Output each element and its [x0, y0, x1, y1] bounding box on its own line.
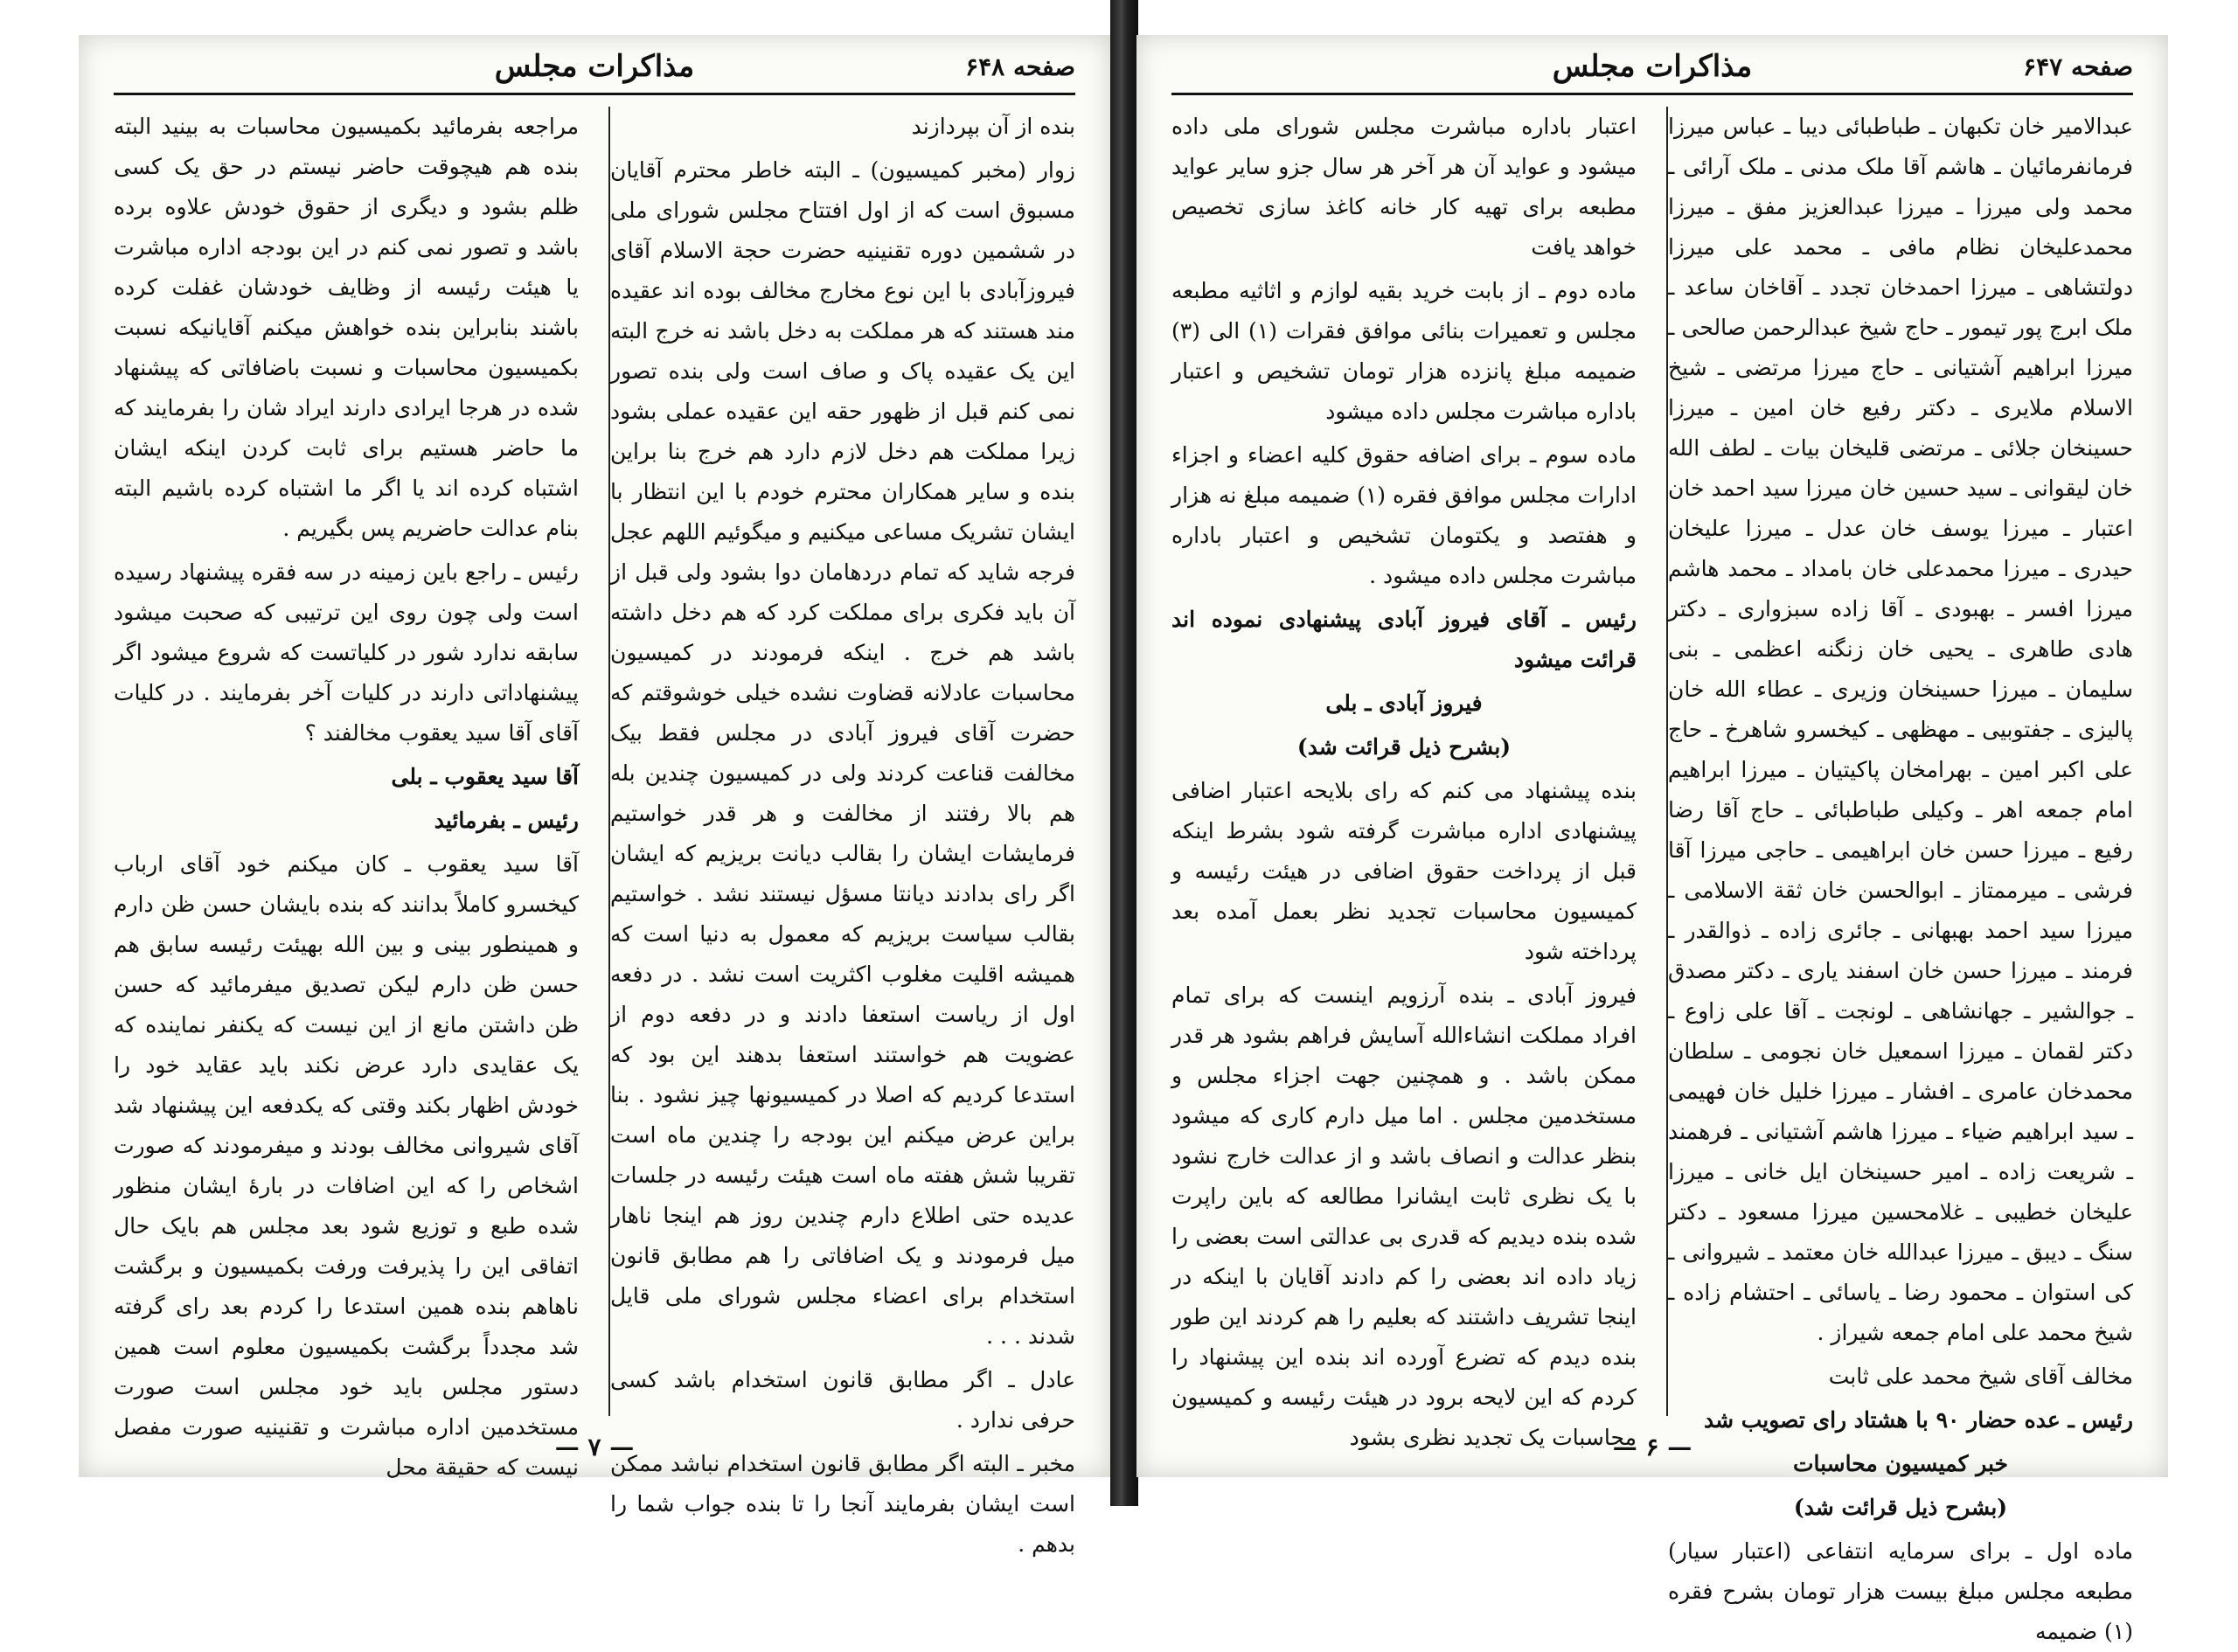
paragraph: مراجعه بفرمائید بکمیسیون محاسبات به بینید البته بنده هم هیچوقت حاضر نیستم در حق یک کسی ظلم بشود و دیگری از حقوق خودش علاوه برده باشد و تصور نمی کنم در این بودجه اداره مباشرت یا هیئت رئیسه از وظایف خودشان غفلت کرده باشند بنابراین بنده خواهش میکنم آقایانیکه نسبت بکمیسیون محاسبات و نسبت باضافاتی که پیشنهاد شده در هرجا ایرادی دارند ایراد شان را بفرمایند که ما حاضر هستیم برای ثابت کردن اینکه ایشان اشتباه کرده اند یا اگر ما اشتباه کرده باشیم البته بنام عدالت حاضریم پس بگیریم .: [114, 114, 579, 541]
right-page-left-column: [1171, 107, 1637, 1450]
paragraph: اعتبار باداره مباشرت مجلس شورای ملی داده میشود و عواید آن هر آخر هر سال جزو سایر عواید مطبعه برای تهیه کار خانه کاغذ سازی تخصیص خواهد یافت: [1171, 114, 1637, 260]
paragraph: رئیس ـ راجع باین زمینه در سه فقره پیشنهاد رسیده است ولی چون روی این ترتیبی که صحبت میشود سابقه ندارد شور در کلیاتست که شروع میشود اگر پیشنهاداتی دارند در کلیات آخر بفرمایند . در کلیات آقای آقا سید یعقوب مخالفند ؟: [114, 559, 579, 746]
left-page-columns: [114, 107, 1075, 1557]
left-page-number: صفحه ۶۴۸: [965, 52, 1075, 81]
paragraph: ماده سوم ـ برای اضافه حقوق کلیه اعضاء و اجزاء ادارات مجلس موافق فقره (۱) ضمیمه مبلغ نه هزار و هفتصد و یکتومان تشخیص و اعتبار باداره مباشرت مجلس داده میشود .: [1171, 442, 1637, 588]
right-page-right-column: [1666, 107, 2133, 1644]
paragraph: فیروز آبادی ـ بنده آرزویم اینست که برای تمام افراد مملکت انشاءالله آسایش فراهم بشود هر قدر ممکن باشد . و همچنین جهت اجزاء مجلس و مستخدمین مجلس . اما میل دارم کاری که میشود بنظر عدالت و انصاف باشد و از عدالت خارج نشود با یک نظری ثابت ایشانرا مطالعه که باین راپرت شده بنده دیدیم که قدری بی عدالتی است بعضی را زیاد داده اند بعضی را کم دادند آقایان با اینکه در اینجا تشریف داشتند که بعلیم را هم کردند این طور بنده دیدم که تضرع آورده اند بنده این پیشنهاد را کردم که این لایحه برود در هیئت رئیسه و کمیسیون محاسبات یک تجدید نظری بشود: [1171, 982, 1637, 1450]
right-page-title: مذاکرات مجلس: [1552, 49, 1753, 84]
paragraph: مخبر ـ البته اگر مطابق قانون استخدام نباشد ممکن است ایشان بفرمایند آنجا را تا بنده جواب شما را بدهم .: [610, 1451, 1075, 1557]
right-page: [1136, 35, 2168, 1644]
left-page-header: [114, 44, 1075, 95]
right-page-columns: [1171, 107, 2133, 1644]
right-page-footer: — ۶ —: [1612, 1433, 1692, 1461]
right-page-number: صفحه ۶۴۷: [2023, 52, 2133, 81]
left-page-footer: — ۷ —: [554, 1433, 635, 1461]
paragraph: رئیس ـ آقای فیروز آبادی پیشنهادی نموده اند قرائت میشود: [1171, 607, 1637, 672]
paragraph: مخالف آقای شیخ محمد علی ثابت: [1828, 1364, 2133, 1389]
paragraph: بنده از آن بپردازند: [911, 114, 1075, 139]
book-gutter: [1110, 0, 1138, 1506]
left-page-right-column: [608, 107, 1075, 1557]
paragraph: عادل ـ اگر مطابق قانون استخدام باشد کسی حرفی ندارد .: [610, 1367, 1075, 1433]
paragraph: فیروز آبادی ـ بلی: [1325, 691, 1483, 716]
paragraph: ماده اول ـ برای سرمایه انتفاعی (اعتبار سیار) مطبعه مجلس مبلغ بیست هزار تومان بشرح فقره (۱) ضمیمه: [1668, 1538, 2133, 1644]
left-page: [79, 35, 1110, 1557]
left-page-left-column: [114, 107, 579, 1480]
right-page-header: [1171, 44, 2133, 95]
paragraph: عبدالامیر خان تکبهان ـ طباطبائی دیبا ـ عباس میرزا فرمانفرمائیان ـ هاشم آقا ملک مدنی ـ ملک آرائی ـ محمد ولی میرزا ـ میرزا عبدالعزیز مفق ـ میرزا محمدعلیخان نظام مافی ـ محمد علی میرزا دولتشاهی ـ میرزا احمدخان تجدد ـ آقاخان ساعد ـ ملک ابرج پور تیمور ـ حاج شیخ عبدالرحمن صالحی ـ میرزا ابراهیم آشتیانی ـ حاج میرزا مرتضی ـ شیخ الاسلام ملایری ـ دکتر رفیع خان امین ـ میرزا حسینخان جلائی ـ مرتضی قلیخان بیات ـ لطف الله خان لیقوانی ـ سید حسین خان میرزا سید احمد خان اعتبار ـ میرزا یوسف خان عدل ـ میرزا علیخان حیدری ـ میرزا محمدعلی خان بامداد ـ محمد هاشم میرزا افسر ـ بهبودی ـ آقا زاده سبزواری ـ دکتر هادی طاهری ـ یحیی خان زنگنه اعظمی ـ بنی سلیمان ـ میرزا حسینخان وزیری ـ عطاء الله خان پالیزی ـ جفتوبیی ـ مهظهی ـ کیخسرو شاهرخ ـ حاج علی اکبر امین ـ بهرامخان پاکیتیان ـ میرزا ابراهیم امام جمعه اهر ـ وکیلی طباطبائی ـ حاج آقا رضا رفیع ـ میرزا حسن خان ابراهیمی ـ حاجی میرزا آقا فرشی ـ میرممتاز ـ ابوالحسن خان ثقة الاسلامی ـ میرزا سید احمد بهبهانی ـ جائری زاده ـ ذوالقدر ـ فرمند ـ میرزا حسن خان اسفند یاری ـ دکتر مصدق ـ جوالشیر ـ جهانشاهی ـ لونجت ـ آقا علی زاوع ـ دکتر لقمان ـ میرزا اسمعیل خان نجومی ـ سلطان محمدخان عامری ـ افشار ـ میرزا خلیل خان فهیمی ـ سید ابراهیم ضیاء ـ میرزا هاشم آشتیانی ـ فرهمند ـ شریعت زاده ـ امیر حسینخان ایل خانی ـ میرزا علیخان خطیبی ـ غلامحسین میرزا مسعود ـ دکتر سنگ ـ دیبق ـ میرزا عبدالله خان معتمد ـ شیروانی ـ کی استوان ـ محمود رضا ـ یاسائی ـ احتشام زاده ـ شیخ محمد علی امام جمعه شیراز .: [1668, 114, 2133, 1345]
section-heading: خبر کمیسیون محاسبات: [1792, 1451, 2008, 1476]
paragraph: ماده دوم ـ از بابت خرید بقیه لوازم و اثاثیه مطبعه مجلس و تعمیرات بنائی موافق فقرات (۱) الی (۳) ضمیمه مبلغ پانزده هزار تومان تشخیص و اعتبار باداره مباشرت مجلس داده میشود: [1171, 278, 1637, 424]
paragraph: (بشرح ذیل قرائت شد): [1793, 1495, 2008, 1520]
paragraph: (بشرح ذیل قرائت شد): [1296, 734, 1512, 760]
paragraph: آقا سید یعقوب ـ کان میکنم خود آقای ارباب کیخسرو کاملاً بدانند که بنده بایشان حسن ظن دارم و همینطور بینی و بین الله بهیئت رئیسه سابق هم حسن ظن دارم لیکن تصدیق میفرمائید که حسن ظن داشتن مانع از این نیست که یکنفر نماینده که یک عقایدی دارد عرض نکند باید عقاید خود را خودش اظهار بکند وقتی که یکدفعه این پیشنهاد شد آقای شیروانی مخالف بودند و میفرمودند که صورت اشخاص را که این اضافات در بارهٔ ایشان منظور شده طبع و توزیع شود بعد مجلس هم بایک حال اتفاقی این را پذیرفت ورفت بکمیسیون و برگشت ناهاهم بنده همین استدعا را کردم بعد رای گرفته شد مجدداً برگشت بکمیسیون معلوم است همین دستور مجلس باید خود مجلس است صورت مستخدمین اداره مباشرت و تقنینیه صورت مفصل نیست که حقیقة محل: [114, 851, 579, 1480]
paragraph: آقا سید یعقوب ـ بلی: [391, 764, 579, 789]
paragraph: بنده پیشنهاد می کنم که رای بلایحه اعتبار اضافی پیشنهادی اداره مباشرت گرفته شود بشرط اینکه قبل از پرداخت حقوق اضافی در هیئت رئیسه و کمیسیون محاسبات تجدید نظر بعمل آمده بعد پرداخته شود: [1171, 778, 1637, 964]
paragraph: رئیس ـ بفرمائید: [434, 808, 579, 833]
paragraph: زوار (مخبر کمیسیون) ـ البته خاطر محترم آقایان مسبوق است که از اول افتتاح مجلس شورای ملی در ششمین دوره تقنینیه حضرت حجة الاسلام آقای فیروزآبادی با این نوع مخارج مخالف بوده اند عقیده مند هستند که هر مملکت به دخل باشد نه خرج البته این یک عقیده پاک و صاف است ولی بنده تصور نمی کنم قبل از ظهور حقه این عقیده عملی بشود زیرا مملکت هم دخل لازم دارد هم خرج بنا براین بنده و سایر همکاران محترم خودم با این انتظار با ایشان تشریک مساعی میکنیم و میگوئیم اللهم عجل فرجه شاید که تمام دردهامان دوا بشود ولی قبل از آن باید فکری برای مملکت کرد که هم دخل داشته باشد هم خرج . اینکه فرمودند در کمیسیون محاسبات عادلانه قضاوت نشده خیلی خوشوقتم که حضرت آقای فیروز آبادی در مجلس فقط بیک مخالفت قناعت کردند ولی در کمیسیون چندین بله هم بالا رفتند از مخالفت و هر قدر خواستیم فرمایشات ایشان را بقالب دیانت بریزیم که ایشان اگر رای بدادند دیانتا مسؤل نیستند نشد . خواستیم بقالب سیاست بریزیم که معمول به دنیا است که همیشه اقلیت مغلوب اکثریت است نشد . در دفعه اول از ریاست استعفا دادند و در دفعه دوم از عضویت هم خواستند استعفا بدهند این بود که استدعا کردیم که اصلا در کمیسیونها چیز نشود . بنا براین عرض میکنم این بودجه را چندین ماه است تقریبا شش هفته ماه است هیئت رئیسه در جلسات عدیده حتی اطلاع دارم چندین روز هم اینجا ناهار میل فرمودند و یک اضافاتی را هم مطابق قانون استخدام برای اعضاء مجلس شورای ملی قایل شدند . . .: [610, 157, 1075, 1349]
paragraph: رئیس ـ عده حضار ۹۰ با هشتاد رای تصویب شد: [1703, 1407, 2133, 1433]
left-page-title: مذاکرات مجلس: [494, 49, 695, 84]
